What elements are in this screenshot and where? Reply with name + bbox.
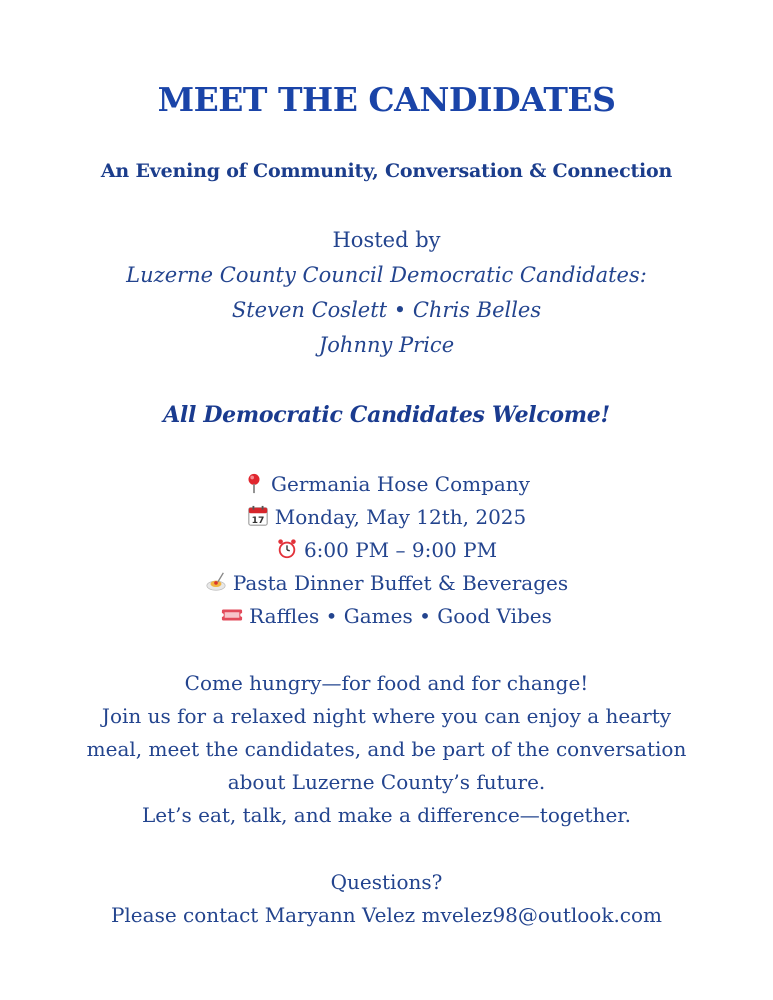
pin-icon: [243, 472, 265, 494]
closing-line-2: Join us for a relaxed night where you can enjoy a hearty: [101, 704, 672, 728]
spaghetti-icon: [205, 571, 227, 593]
questions-label: Questions?: [330, 870, 443, 894]
closing-line-5: Let’s eat, talk, and make a difference—together.: [141, 803, 632, 827]
food-row: [0, 571, 773, 595]
alarm-clock-icon: [276, 538, 298, 560]
hosted-by-label: Hosted by: [332, 228, 441, 252]
time-text: 6:00 PM – 9:00 PM: [303, 538, 498, 562]
date-row: [0, 505, 773, 529]
food-text: Pasta Dinner Buffet & Beverages: [232, 571, 569, 595]
host-names-line1: Steven Coslett • Chris Belles: [231, 298, 542, 322]
contact-line: Please contact Maryann Velez mvelez98@outlook.com: [110, 903, 663, 927]
closing-line-4: about Luzerne County’s future.: [227, 770, 546, 794]
calendar-icon: [247, 505, 269, 527]
closing-line-3: meal, meet the candidates, and be part of the conversation: [86, 737, 687, 761]
extras-row: [0, 604, 773, 628]
host-group: Luzerne County Council Democratic Candidates:: [126, 263, 647, 287]
closing-line-1: Come hungry—for food and for change!: [184, 671, 589, 695]
event-subtitle: An Evening of Community, Conversation & Connection: [100, 160, 673, 182]
extras-text: Raffles • Games • Good Vibes: [249, 604, 552, 628]
location-row: [0, 472, 773, 496]
location-text: Germania Hose Company: [271, 472, 530, 496]
host-names-line2: Johnny Price: [318, 333, 455, 357]
page-title: MEET THE CANDIDATES: [157, 80, 616, 119]
time-row: [0, 538, 773, 562]
date-text: Monday, May 12th, 2025: [274, 505, 527, 529]
welcome-message: All Democratic Candidates Welcome!: [163, 402, 610, 428]
ticket-icon: [221, 604, 243, 626]
svg-text:17: 17: [251, 514, 265, 526]
